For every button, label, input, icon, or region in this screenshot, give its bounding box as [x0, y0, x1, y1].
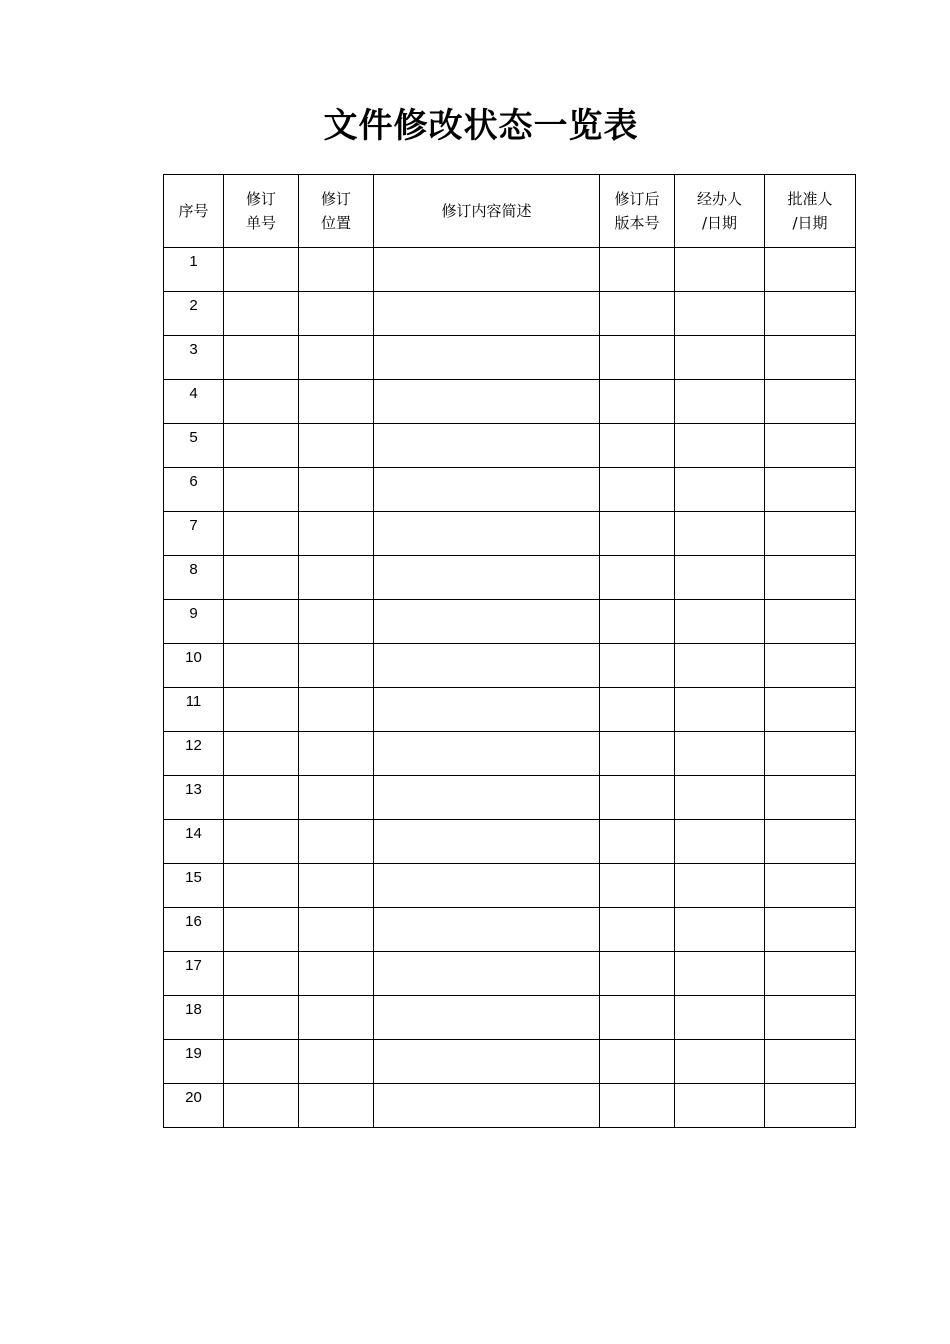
- handler-date-cell[interactable]: [675, 336, 765, 380]
- revised-version-number-cell[interactable]: [600, 600, 675, 644]
- revision-summary-cell[interactable]: [374, 864, 600, 908]
- handler-date-cell[interactable]: [675, 732, 765, 776]
- table-row: [164, 292, 856, 336]
- revised-version-number-cell[interactable]: [600, 336, 675, 380]
- handler-date-cell[interactable]: [675, 292, 765, 336]
- revised-version-number-cell[interactable]: [600, 996, 675, 1040]
- revision-summary-cell[interactable]: [374, 688, 600, 732]
- approver-date-cell[interactable]: [765, 292, 856, 336]
- revision-summary-cell[interactable]: [374, 248, 600, 292]
- revised-version-number-cell[interactable]: [600, 380, 675, 424]
- revision-location-cell[interactable]: [299, 688, 374, 732]
- revision-location-cell[interactable]: [299, 996, 374, 1040]
- revision-summary-cell[interactable]: [374, 996, 600, 1040]
- revision-order-number-cell[interactable]: [224, 996, 299, 1040]
- handler-date-cell[interactable]: [675, 644, 765, 688]
- table-row: [164, 996, 856, 1040]
- revised-version-number-cell[interactable]: [600, 468, 675, 512]
- header-label-line: /日期: [792, 214, 828, 232]
- table-row: [164, 556, 856, 600]
- revision-order-number-cell[interactable]: [224, 908, 299, 952]
- header-serial-number: [164, 175, 224, 248]
- revision-order-number-cell[interactable]: [224, 380, 299, 424]
- handler-date-cell[interactable]: [675, 424, 765, 468]
- revision-location-cell[interactable]: [299, 864, 374, 908]
- header-revision-summary: [374, 175, 600, 248]
- approver-date-cell[interactable]: [765, 820, 856, 864]
- handler-date-cell[interactable]: [675, 468, 765, 512]
- serial-number-cell: 8: [164, 556, 224, 600]
- handler-date-cell[interactable]: [675, 380, 765, 424]
- revised-version-number-cell[interactable]: [600, 556, 675, 600]
- revision-order-number-cell[interactable]: [224, 512, 299, 556]
- handler-date-cell[interactable]: [675, 908, 765, 952]
- serial-number-cell: 17: [164, 952, 224, 996]
- revision-location-cell[interactable]: [299, 908, 374, 952]
- revision-summary-cell[interactable]: [374, 644, 600, 688]
- header-label-line: 修订: [245, 190, 276, 208]
- approver-date-cell[interactable]: [765, 908, 856, 952]
- revision-order-number-cell[interactable]: [224, 1040, 299, 1084]
- handler-date-cell[interactable]: [675, 248, 765, 292]
- serial-number-cell: 5: [164, 424, 224, 468]
- revision-summary-cell[interactable]: [374, 336, 600, 380]
- approver-date-cell[interactable]: [765, 556, 856, 600]
- revision-location-cell[interactable]: [299, 644, 374, 688]
- revision-summary-cell[interactable]: [374, 424, 600, 468]
- revision-location-cell[interactable]: [299, 776, 374, 820]
- serial-number-cell: 7: [164, 512, 224, 556]
- handler-date-cell[interactable]: [675, 776, 765, 820]
- revised-version-number-cell[interactable]: [600, 512, 675, 556]
- revision-location-cell[interactable]: [299, 1040, 374, 1084]
- serial-number-cell: 19: [164, 1040, 224, 1084]
- table-body: [164, 248, 856, 1128]
- serial-number-cell: 20: [164, 1084, 224, 1128]
- handler-date-cell[interactable]: [675, 820, 765, 864]
- revision-location-cell[interactable]: [299, 248, 374, 292]
- revision-location-cell[interactable]: [299, 820, 374, 864]
- revision-summary-cell[interactable]: [374, 512, 600, 556]
- table-row: [164, 864, 856, 908]
- header-label-line: /日期: [701, 214, 738, 232]
- header-revision-order-number: [224, 175, 299, 248]
- handler-date-cell[interactable]: [675, 1084, 765, 1128]
- revised-version-number-cell[interactable]: [600, 248, 675, 292]
- revision-order-number-cell[interactable]: [224, 864, 299, 908]
- approver-date-cell[interactable]: [765, 644, 856, 688]
- serial-number-cell: 9: [164, 600, 224, 644]
- table-header-row: [164, 175, 856, 248]
- table-row: [164, 820, 856, 864]
- approver-date-cell[interactable]: [765, 512, 856, 556]
- handler-date-cell[interactable]: [675, 600, 765, 644]
- handler-date-cell[interactable]: [675, 864, 765, 908]
- approver-date-cell[interactable]: [765, 600, 856, 644]
- table-row: [164, 336, 856, 380]
- header-revised-version-number: [600, 175, 675, 248]
- approver-date-cell[interactable]: [765, 1084, 856, 1128]
- handler-date-cell[interactable]: [675, 556, 765, 600]
- revision-order-number-cell[interactable]: [224, 776, 299, 820]
- revised-version-number-cell[interactable]: [600, 424, 675, 468]
- serial-number-cell: 4: [164, 380, 224, 424]
- serial-number-cell: 15: [164, 864, 224, 908]
- header-label-line: 修订后: [614, 190, 660, 208]
- revision-order-number-cell[interactable]: [224, 424, 299, 468]
- handler-date-cell[interactable]: [675, 996, 765, 1040]
- header-label-line: 经办人: [696, 190, 742, 208]
- revised-version-number-cell[interactable]: [600, 1084, 675, 1128]
- revision-location-cell[interactable]: [299, 380, 374, 424]
- handler-date-cell[interactable]: [675, 688, 765, 732]
- serial-number-cell: 12: [164, 732, 224, 776]
- revision-order-number-cell[interactable]: [224, 688, 299, 732]
- revised-version-number-cell[interactable]: [600, 292, 675, 336]
- handler-date-cell[interactable]: [675, 512, 765, 556]
- serial-number-cell: 18: [164, 996, 224, 1040]
- approver-date-cell[interactable]: [765, 688, 856, 732]
- approver-date-cell[interactable]: [765, 424, 856, 468]
- revision-status-table: [163, 174, 856, 1128]
- revision-order-number-cell[interactable]: [224, 468, 299, 512]
- approver-date-cell[interactable]: [765, 468, 856, 512]
- revision-summary-cell[interactable]: [374, 732, 600, 776]
- table-row: [164, 1084, 856, 1128]
- revision-location-cell[interactable]: [299, 512, 374, 556]
- revision-location-cell[interactable]: [299, 424, 374, 468]
- serial-number-cell: 16: [164, 908, 224, 952]
- header-label-line: 位置: [320, 214, 351, 232]
- revision-summary-cell[interactable]: [374, 1040, 600, 1084]
- revision-order-number-cell[interactable]: [224, 732, 299, 776]
- revision-location-cell[interactable]: [299, 292, 374, 336]
- revision-summary-cell[interactable]: [374, 380, 600, 424]
- revision-order-number-cell[interactable]: [224, 820, 299, 864]
- table-row: [164, 468, 856, 512]
- header-label-line: 版本号: [614, 214, 660, 232]
- serial-number-cell: 13: [164, 776, 224, 820]
- revision-order-number-cell[interactable]: [224, 336, 299, 380]
- revision-order-number-cell[interactable]: [224, 1084, 299, 1128]
- serial-number-cell: 3: [164, 336, 224, 380]
- table-row: [164, 1040, 856, 1084]
- table-row: [164, 776, 856, 820]
- revision-order-number-cell[interactable]: [224, 644, 299, 688]
- revised-version-number-cell[interactable]: [600, 644, 675, 688]
- header-label-line: 修订内容简述: [441, 202, 532, 220]
- revision-order-number-cell[interactable]: [224, 952, 299, 996]
- approver-date-cell[interactable]: [765, 776, 856, 820]
- revision-order-number-cell[interactable]: [224, 600, 299, 644]
- revision-summary-cell[interactable]: [374, 556, 600, 600]
- revision-location-cell[interactable]: [299, 336, 374, 380]
- serial-number-cell: 14: [164, 820, 224, 864]
- revision-location-cell[interactable]: [299, 600, 374, 644]
- handler-date-cell[interactable]: [675, 952, 765, 996]
- revision-order-number-cell[interactable]: [224, 292, 299, 336]
- header-approver-date: [765, 175, 856, 248]
- revised-version-number-cell[interactable]: [600, 820, 675, 864]
- revised-version-number-cell[interactable]: [600, 776, 675, 820]
- revised-version-number-cell[interactable]: [600, 1040, 675, 1084]
- revision-summary-cell[interactable]: [374, 820, 600, 864]
- revision-summary-cell[interactable]: [374, 1084, 600, 1128]
- revision-location-cell[interactable]: [299, 732, 374, 776]
- approver-date-cell[interactable]: [765, 380, 856, 424]
- page-title: 文件修改状态一览表: [323, 106, 639, 146]
- table-row: [164, 732, 856, 776]
- revision-summary-cell[interactable]: [374, 908, 600, 952]
- revision-summary-cell[interactable]: [374, 600, 600, 644]
- table-row: [164, 644, 856, 688]
- header-revision-location: [299, 175, 374, 248]
- revision-summary-cell[interactable]: [374, 292, 600, 336]
- table-row: [164, 908, 856, 952]
- approver-date-cell[interactable]: [765, 996, 856, 1040]
- handler-date-cell[interactable]: [675, 1040, 765, 1084]
- serial-number-cell: 10: [164, 644, 224, 688]
- table-row: [164, 380, 856, 424]
- table-row: [164, 512, 856, 556]
- serial-number-cell: 6: [164, 468, 224, 512]
- revision-summary-cell[interactable]: [374, 468, 600, 512]
- revised-version-number-cell[interactable]: [600, 908, 675, 952]
- header-label-line: 修订: [320, 190, 351, 208]
- revision-summary-cell[interactable]: [374, 952, 600, 996]
- revised-version-number-cell[interactable]: [600, 952, 675, 996]
- table-row: [164, 688, 856, 732]
- approver-date-cell[interactable]: [765, 952, 856, 996]
- revision-order-number-cell[interactable]: [224, 556, 299, 600]
- table-row: [164, 600, 856, 644]
- header-label-line: 批准人: [787, 190, 833, 208]
- revision-order-number-cell[interactable]: [224, 248, 299, 292]
- revision-summary-cell[interactable]: [374, 776, 600, 820]
- approver-date-cell[interactable]: [765, 864, 856, 908]
- table-row: [164, 424, 856, 468]
- revision-location-cell[interactable]: [299, 556, 374, 600]
- serial-number-cell: 1: [164, 248, 224, 292]
- table-row: [164, 248, 856, 292]
- serial-number-cell: 11: [164, 688, 224, 732]
- header-label-line: 序号: [178, 202, 209, 220]
- serial-number-cell: 2: [164, 292, 224, 336]
- revised-version-number-cell[interactable]: [600, 864, 675, 908]
- approver-date-cell[interactable]: [765, 336, 856, 380]
- approver-date-cell[interactable]: [765, 732, 856, 776]
- table-row: [164, 952, 856, 996]
- header-label-line: 单号: [245, 214, 276, 232]
- revision-location-cell[interactable]: [299, 952, 374, 996]
- revised-version-number-cell[interactable]: [600, 732, 675, 776]
- revision-location-cell[interactable]: [299, 1084, 374, 1128]
- revision-location-cell[interactable]: [299, 468, 374, 512]
- approver-date-cell[interactable]: [765, 1040, 856, 1084]
- revised-version-number-cell[interactable]: [600, 688, 675, 732]
- approver-date-cell[interactable]: [765, 248, 856, 292]
- header-handler-date: [675, 175, 765, 248]
